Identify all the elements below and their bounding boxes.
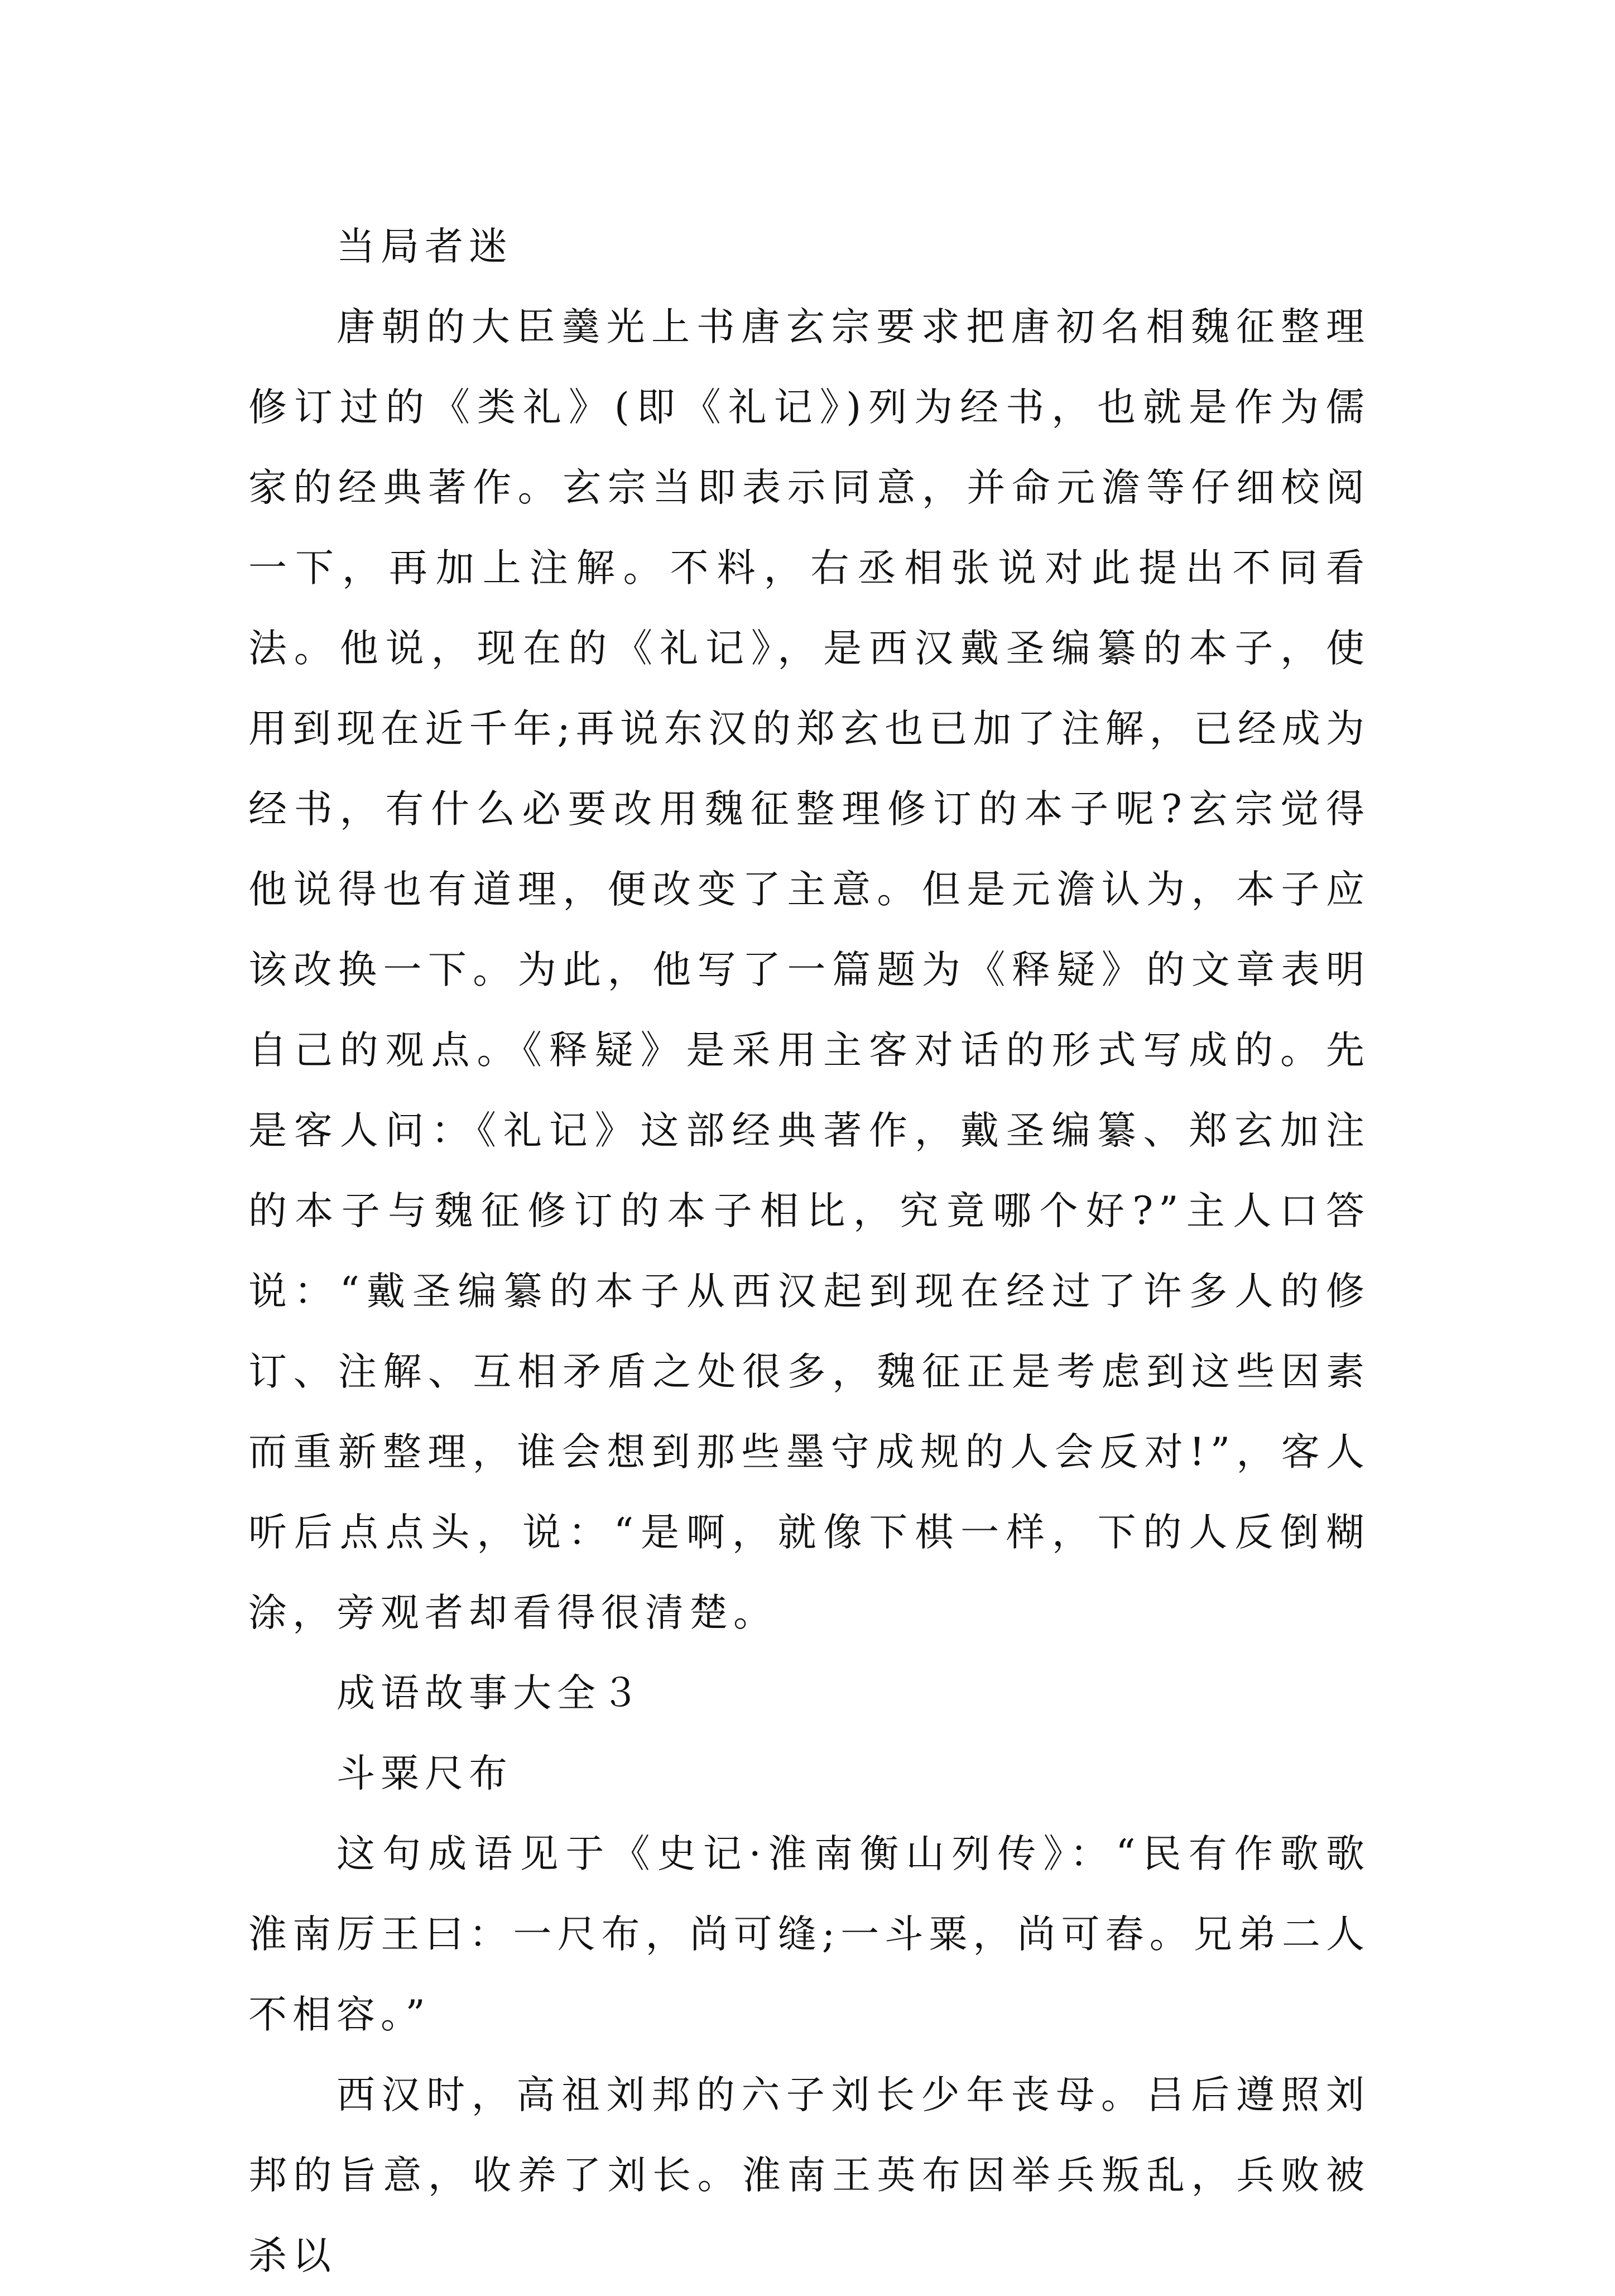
section-title: 成语故事大全３ (337, 1671, 645, 1716)
section-title: 斗粟尺布 (337, 1751, 513, 1796)
document-body (248, 206, 1370, 2296)
body-paragraph: 唐朝的大臣羹光上书唐玄宗要求把唐初名相魏征整理修订过的《类礼》(即《礼记》)列为经书，也就是作为儒家的经典著作。玄宗当即表示同意，并命元澹等仔细校阅一下，再加上注解。不料，右丞相张说对此提出不同看法。他说，现在的《礼记》，是西汉戴圣编纂的本子，使用到现在近千年;再说东汉的郑玄也已加了注解，已经成为经书，有什么必要改用魏征整理修订的本子呢?玄宗觉得他说得也有道理，便改变了主意。但是元澹认为，本子应该改换一下。为此，他写了一篇题为《释疑》的文章表明自己的观点。《释疑》是采用主客对话的形式写成的。先是客人问：《礼记》这部经典著作，戴圣编纂、郑玄加注的本子与魏征修订的本子相比，究竟哪个好?”主人口答说：“戴圣编纂的本子从西汉起到现在经过了许多人的修订、注解、互相矛盾之处很多，魏征正是考虑到这些因素而重新整理，谁会想到那些墨守成规的人会反对!”，客人听后点点头，说：“是啊，就像下棋一样，下的人反倒糊涂，旁观者却看得很清楚。 (248, 305, 1370, 1635)
body-paragraph: 西汉时，高祖刘邦的六子刘长少年丧母。吕后遵照刘邦的旨意，收养了刘长。淮南王英布因举兵叛乱，兵败被杀以 (248, 2073, 1370, 2278)
section-title: 当局者迷 (337, 224, 513, 269)
body-paragraph: 这句成语见于《史记·淮南衡山列传》：“民有作歌歌淮南厉王曰：一尺布，尚可缝;一斗粟，尚可舂。兄弟二人不相容。” (248, 1832, 1370, 2037)
